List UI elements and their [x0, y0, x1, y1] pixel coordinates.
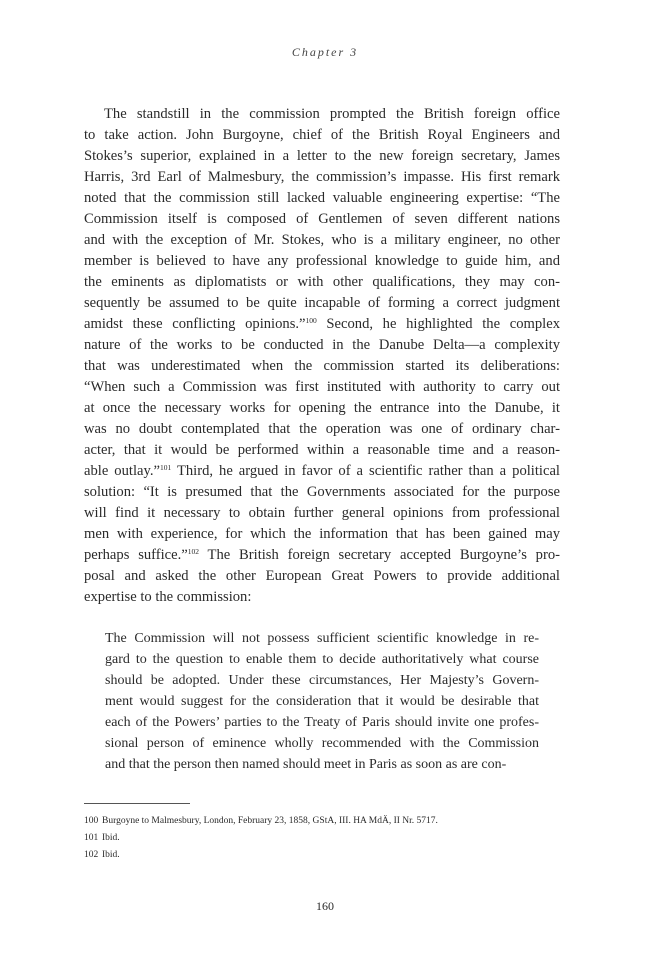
paragraph-line: [84, 461, 560, 482]
paragraph-line: [84, 314, 560, 335]
footnote-text: Ibid.: [102, 833, 120, 843]
paragraph-line: at once the necessary works for opening the entrance into the Danube, it: [84, 400, 560, 416]
text-segment: able outlay.”: [84, 463, 160, 479]
paragraph-line: nature of the works to be conducted in the Danube Delta—a complexity: [84, 337, 560, 353]
footnote-number: 102: [84, 850, 99, 860]
footnote-reference[interactable]: 101: [159, 463, 172, 472]
footnote-number: 101: [84, 833, 99, 843]
footnote-separator: [84, 803, 190, 804]
quote-line: sional person of eminence wholly recommended with the Commission: [105, 736, 539, 751]
text-segment: Third, he argued in favor of a scientific rather than a political: [171, 463, 560, 479]
quote-line: ment would suggest for the consideration that it would be desirable that: [105, 694, 539, 709]
paragraph-line: Harris, 3rd Earl of Malmesbury, the commission’s impasse. His first remark: [84, 169, 560, 185]
footnote-reference[interactable]: 100: [305, 316, 317, 325]
quote-line: should be adopted. Under these circumstances, Her Majesty’s Govern-: [105, 673, 539, 688]
footnote-text: Ibid.: [102, 850, 120, 860]
paragraph-line: that was underestimated when the commission started its deliberations:: [84, 358, 560, 374]
footnote-number: 100: [84, 816, 99, 826]
paragraph-line: sequently be assumed to be quite incapable of forming a correct judgment: [84, 295, 560, 311]
footnotes: [84, 813, 564, 864]
text-segment: The British foreign secretary accepted Burgoyne’s pro-: [199, 547, 560, 563]
paragraph-line: men with experience, for which the information that has been gained may: [84, 526, 560, 542]
paragraph-line: Commission itself is composed of Gentlemen of seven different nations: [84, 211, 560, 227]
paragraph-line: the eminents as diplomatists or with other qualifications, they may con-: [84, 274, 560, 290]
text-segment: perhaps suffice.”: [84, 547, 188, 563]
quote-line: gard to the question to enable them to decide authoritatively what course: [105, 652, 539, 667]
paragraph-line: to take action. John Burgoyne, chief of the British Royal Engineers and: [84, 127, 560, 143]
paragraph-line: and with the exception of Mr. Stokes, who is a military engineer, no other: [84, 232, 560, 248]
quote-line: The Commission will not possess sufficient scientific knowledge in re-: [105, 631, 539, 646]
block-quote: [105, 628, 539, 775]
footnote-text: Burgoyne to Malmesbury, London, February 23, 1858, GStA, III. HA MdÄ, II Nr. 5717.: [102, 816, 438, 826]
text-segment: amidst these conflicting opinions.”: [84, 316, 306, 332]
quote-line: and that the person then named should meet in Paris as soon as are con-: [105, 757, 507, 772]
text-segment: Second, he highlighted the complex: [316, 316, 560, 332]
body-paragraph: [84, 104, 560, 608]
paragraph-line: will find it necessary to obtain further general opinions from professional: [84, 505, 560, 521]
running-head: Chapter 3: [291, 45, 359, 59]
paragraph-line: The standstill in the commission prompted the British foreign office: [104, 106, 560, 122]
footnote: [84, 847, 564, 864]
footnote: [84, 830, 564, 847]
paragraph-line: acter, that it would be performed within a reasonable time and a reason-: [84, 442, 560, 458]
paragraph-line: solution: “It is presumed that the Governments associated for the purpose: [84, 484, 560, 500]
paragraph-line: posal and asked the other European Great Powers to provide additional: [84, 568, 560, 584]
footnote-reference[interactable]: 102: [187, 547, 200, 556]
paragraph-line: noted that the commission still lacked valuable engineering expertise: “The: [84, 190, 560, 206]
footnote: [84, 813, 564, 830]
paragraph-line: expertise to the commission:: [84, 589, 252, 605]
paragraph-line: Stokes’s superior, explained in a letter to the new foreign secretary, James: [84, 148, 560, 164]
paragraph-line: “When such a Commission was first instituted with authority to carry out: [84, 379, 560, 395]
paragraph-line: was no doubt contemplated that the operation was one of ordinary char-: [84, 421, 560, 437]
paragraph-line: [84, 545, 560, 566]
quote-line: each of the Powers’ parties to the Treaty of Paris should invite one profes-: [105, 715, 539, 730]
page-number: 160: [316, 899, 334, 913]
paragraph-line: member is believed to have any professional knowledge to guide him, and: [84, 253, 560, 269]
